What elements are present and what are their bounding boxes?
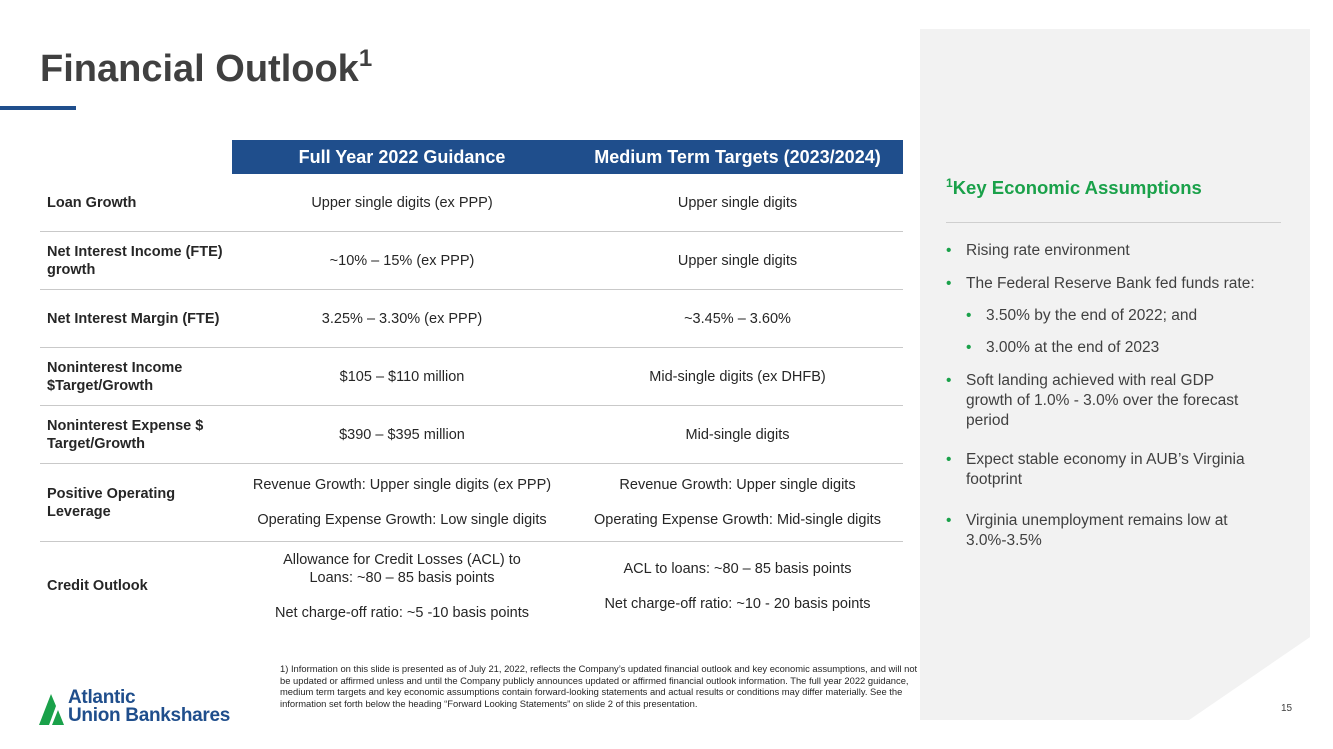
title-footnote-marker: 1 bbox=[358, 45, 373, 72]
row-label: Net Interest Margin (FTE) bbox=[47, 310, 220, 327]
assumptions-title: $^1$Key Economic Assumptions bbox=[946, 176, 1202, 198]
title-underline bbox=[0, 106, 76, 110]
row-label: Credit Outlook bbox=[47, 578, 148, 594]
row-label: Noninterest Income $Target/Growth bbox=[47, 359, 183, 394]
outlook-table bbox=[40, 140, 903, 630]
table-row bbox=[40, 406, 903, 464]
column-header-medium-term: Medium Term Targets (2023/2024) bbox=[572, 140, 903, 174]
fy2022-value: ~10% – 15% (ex PPP) bbox=[329, 252, 475, 269]
assumption-item: • Rising rate environment bbox=[946, 241, 1291, 261]
fy2022-value: $390 – $395 million bbox=[339, 426, 465, 443]
assumptions-list bbox=[946, 241, 1291, 551]
assumption-subitem: • 3.00% at the end of 2023 bbox=[946, 338, 1291, 358]
medium-term-value: Mid-single digits bbox=[685, 426, 790, 443]
medium-revenue-growth: Revenue Growth: Upper single digits bbox=[619, 477, 856, 493]
medium-term-value: Upper single digits bbox=[677, 194, 798, 211]
assumption-item: • The Federal Reserve Bank fed funds rate: bbox=[946, 274, 1291, 294]
table-row bbox=[40, 348, 903, 406]
table-row bbox=[40, 464, 903, 542]
column-header-fy2022: Full Year 2022 Guidance bbox=[232, 140, 572, 174]
logo-wordmark: Atlantic Union Bankshares bbox=[68, 687, 231, 726]
fy2022-revenue-growth: Revenue Growth: Upper single digits (ex PPP) bbox=[252, 477, 552, 493]
company-logo bbox=[38, 689, 230, 725]
fy2022-value: $105 – $110 million bbox=[339, 368, 465, 385]
fy2022-expense-growth: Operating Expense Growth: Low single digits bbox=[257, 512, 547, 528]
fy2022-value: Upper single digits (ex PPP) bbox=[311, 194, 493, 211]
table-header bbox=[40, 140, 903, 174]
fy2022-acl-to-loans: Allowance for Credit Losses (ACL) to Loans: ~80 – 85 basis points bbox=[283, 551, 521, 586]
row-label: Net Interest Income (FTE) growth bbox=[47, 243, 223, 278]
assumptions-footnote-marker: 1 bbox=[946, 176, 953, 190]
medium-term-value bbox=[572, 476, 903, 529]
assumption-item: • Virginia unemployment remains low at 3.0%-3.5% bbox=[946, 511, 1276, 551]
medium-term-value bbox=[572, 560, 903, 613]
fy2022-net-charge-off: Net charge-off ratio: ~5 -10 basis points bbox=[274, 604, 530, 621]
fy2022-value: 3.25% – 3.30% (ex PPP) bbox=[321, 310, 483, 327]
assumption-item: • Expect stable economy in AUB’s Virginia footprint bbox=[946, 450, 1246, 490]
fy2022-value bbox=[232, 551, 572, 622]
medium-net-charge-off: Net charge-off ratio: ~10 - 20 basis points bbox=[604, 595, 871, 612]
assumption-subitem: • 3.50% by the end of 2022; and bbox=[946, 306, 1291, 326]
medium-expense-growth: Operating Expense Growth: Mid-single digits bbox=[594, 512, 881, 528]
medium-term-value: ~3.45% – 3.60% bbox=[684, 310, 791, 327]
fy2022-value bbox=[232, 476, 572, 529]
table-row bbox=[40, 174, 903, 232]
row-label: Positive Operating Leverage bbox=[47, 485, 176, 520]
assumption-item: • Soft landing achieved with real GDP growth of 1.0% - 3.0% over the forecast period bbox=[946, 371, 1256, 431]
table-row bbox=[40, 542, 903, 630]
medium-acl-to-loans: ACL to loans: ~80 – 85 basis points bbox=[623, 560, 852, 577]
table-row bbox=[40, 290, 903, 348]
page-number: 15 bbox=[1281, 703, 1293, 714]
medium-term-value: Mid-single digits (ex DHFB) bbox=[649, 368, 826, 385]
footnote: 1) Information on this slide is presented as of July 21, 2022, reflects the Company’s updated financial outlook and key economic assumptions, and will not be updated or affirmed unless and until the Company publicly announces updated or affirmed financial outlook information. The full year 2022 guidance, medium term targets and key economic assumptions contain forward-looking statements and actual results or conditions may differ materially. See the information set forth below the heading “Forward Looking Statements” on slide 2 of this presentation. bbox=[280, 663, 918, 709]
logo-mark-icon bbox=[38, 689, 66, 725]
medium-term-value: Upper single digits bbox=[677, 252, 798, 269]
assumptions-divider bbox=[946, 222, 1281, 223]
page-title: Financial Outlook$^1$ bbox=[40, 45, 373, 90]
table-row bbox=[40, 232, 903, 290]
row-label: Noninterest Expense $ Target/Growth bbox=[47, 417, 204, 452]
row-label: Loan Growth bbox=[47, 194, 137, 211]
